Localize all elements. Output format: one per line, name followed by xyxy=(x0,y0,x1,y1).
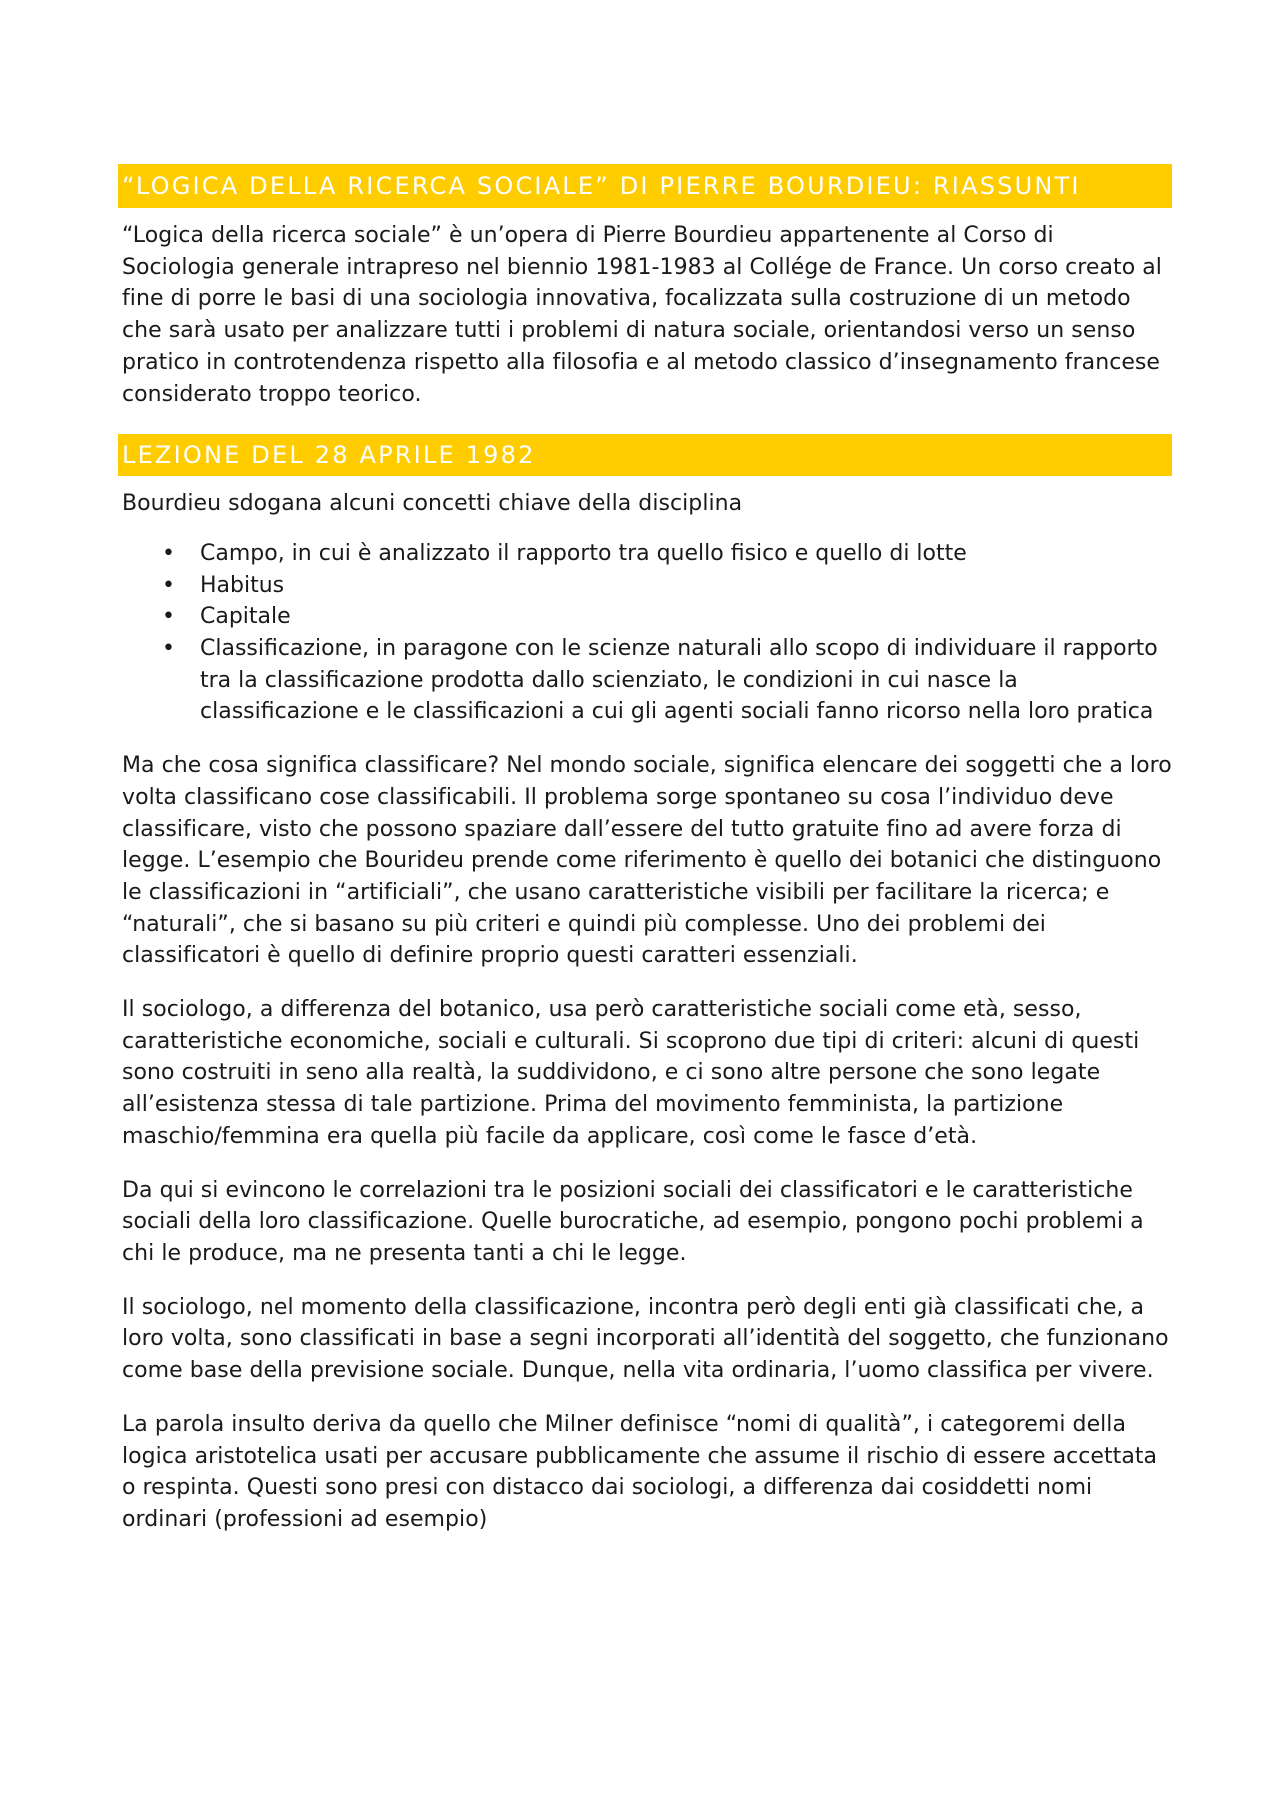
bullet-icon: • xyxy=(162,572,175,598)
paragraph-classificare: Ma che cosa significa classificare? Nel mondo sociale, significa elencare dei soggetti che a loro volta classificano cose classificabili. Il problema sorge spontaneo su cosa l’individuo deve classificare, visto che possono spaziare dall’essere del tutto gratuite fino ad avere forza di legge. L’esempio che Bourideu prende come riferimento è quello dei botanici che distinguono le classificazioni in “artificiali”, che usano caratteristiche visibili per facilitare la ricerca; e “naturali”, che si basano su più criteri e quindi più complesse. Uno dei problemi dei classificatori è quello di definire proprio questi caratteri essenziali. xyxy=(122,753,1172,969)
section-heading-lezione: LEZIONE DEL 28 APRILE 1982 xyxy=(118,434,1172,476)
paragraph-lezione-intro: Bourdieu sdogana alcuni concetti chiave della disciplina xyxy=(122,491,743,517)
paragraph-intro: “Logica della ricerca sociale” è un’opera di Pierre Bourdieu appartenente al Corso di Sociologia generale intrapreso nel biennio 1981-1983 al Collége de France. Un corso creato al fine di porre le basi di una sociologia innovativa, focalizzata sulla costruzione di un metodo che sarà usato per analizzare tutti i problemi di natura sociale, orientandosi verso un senso pratico in controtendenza rispetto alla filosofia e al metodo classico d’insegnamento francese considerato troppo teorico. xyxy=(122,223,1162,407)
bullet-icon: • xyxy=(162,540,175,566)
paragraph-enti-classificati: Il sociologo, nel momento della classificazione, incontra però degli enti già classificati che, a loro volta, sono classificati in base a segni incorporati all’identità del soggetto, che funzionano come base della previsione sociale. Dunque, nella vita ordinaria, l’uomo classifica per vivere. xyxy=(122,1294,1169,1384)
list-item xyxy=(162,601,1172,633)
list-item xyxy=(162,538,1172,570)
bullet-icon: • xyxy=(162,636,175,662)
list-item xyxy=(162,570,1172,602)
paragraph-sociologo-botanico: Il sociologo, a differenza del botanico, usa però caratteristiche sociali come età, sesso, caratteristiche economiche, sociali e culturali. Si scoprono due tipi di criteri: alcuni di questi sono costruiti in seno alla realtà, la suddividono, e ci sono altre persone che sono legate all’esistenza stessa di tale partizione. Prima del movimento femminista, la partizione maschio/femmina era quella più facile da applicare, così come le fasce d’età. xyxy=(122,997,1140,1149)
section-heading-riassunti: “LOGICA DELLA RICERCA SOCIALE” DI PIERRE BOURDIEU: RIASSUNTI xyxy=(118,164,1172,208)
list-item-text: Capitale xyxy=(200,604,291,630)
paragraph-correlazioni: Da qui si evincono le correlazioni tra le posizioni sociali dei classificatori e le caratteristiche sociali della loro classificazione. Quelle burocratiche, ad esempio, pongono pochi problemi a chi le produce, ma ne presenta tanti a chi le legge. xyxy=(122,1177,1144,1266)
list-item xyxy=(162,633,1172,728)
list-item-text: Habitus xyxy=(200,572,285,598)
list-item-text: Classificazione, in paragone con le scienze naturali allo scopo di individuare il rapporto tra la classificazione prodotta dallo scienziato, le condizioni in cui nasce la classificazione e le classificazioni a cui gli agenti sociali fanno ricorso nella loro pratica xyxy=(200,636,1158,725)
document-page xyxy=(122,164,1172,1558)
bullet-icon: • xyxy=(162,604,175,630)
list-item-text: Campo, in cui è analizzato il rapporto tra quello fisico e quello di lotte xyxy=(200,540,967,566)
concept-list xyxy=(122,538,1172,728)
paragraph-insulto: La parola insulto deriva da quello che Milner definisce “nomi di qualità”, i categoremi della logica aristotelica usati per accusare pubblicamente che assume il rischio di essere accettata o respinta. Questi sono presi con distacco dai sociologi, a differenza dai cosiddetti nomi ordinari (professioni ad esempio) xyxy=(122,1411,1158,1532)
